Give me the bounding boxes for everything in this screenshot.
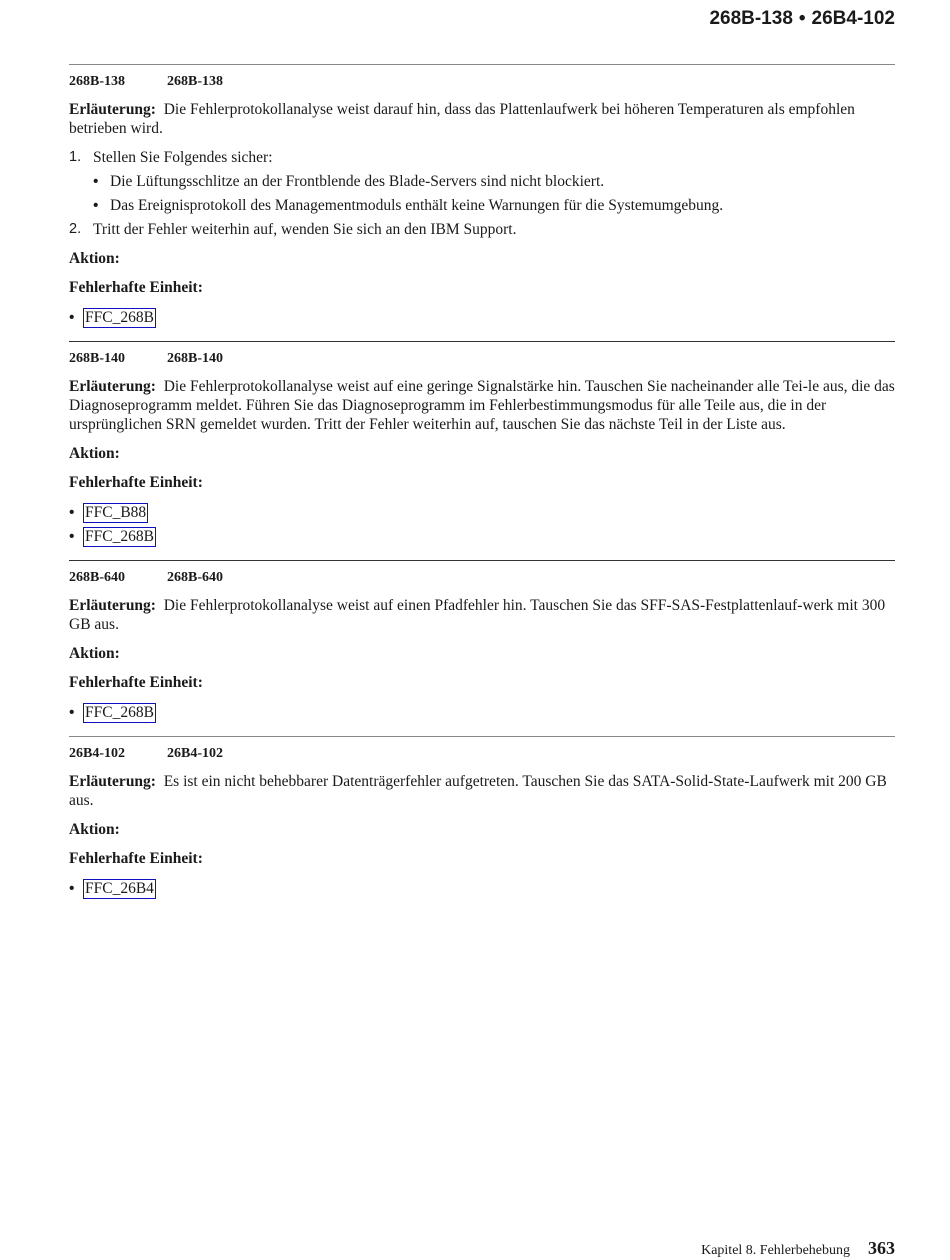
step-sublist xyxy=(93,172,895,215)
bullet-icon: • xyxy=(93,197,99,214)
explanation-label: Erläuterung: xyxy=(69,101,156,118)
step-number: 1. xyxy=(69,149,82,165)
entry-code-secondary: 268B-640 xyxy=(167,570,223,585)
failing-unit-item xyxy=(69,702,895,726)
failing-unit-label: Fehlerhafte Einheit: xyxy=(69,674,203,691)
failing-unit-label: Fehlerhafte Einheit: xyxy=(69,474,203,491)
entry-code: 268B-640 xyxy=(69,570,125,585)
action-label: Aktion: xyxy=(69,445,120,462)
ffc-link[interactable]: FFC_B88 xyxy=(85,504,147,521)
bullet-icon: • xyxy=(69,504,75,521)
sub-item-text: Die Lüftungsschlitze an der Frontblende des Blade-Servers sind nicht blockiert. xyxy=(110,173,605,190)
failing-unit-label: Fehlerhafte Einheit: xyxy=(69,850,203,867)
explanation-paragraph xyxy=(69,100,895,138)
ffc-link[interactable]: FFC_268B xyxy=(85,528,154,545)
explanation-text: Die Fehlerprotokollanalyse weist darauf hin, dass das Plattenlaufwerk bei höheren Temperaturen als empfohlen betrieben wird. xyxy=(69,101,855,137)
page-number: 363 xyxy=(868,1238,895,1258)
failing-unit-item xyxy=(69,502,895,526)
entry-code-secondary: 26B4-102 xyxy=(167,746,223,761)
step-text: Tritt der Fehler weiterhin auf, wenden Sie sich an den IBM Support. xyxy=(93,221,517,238)
failing-unit-list xyxy=(69,878,895,902)
bullet-icon: • xyxy=(93,173,99,190)
failing-unit-list xyxy=(69,502,895,550)
action-label: Aktion: xyxy=(69,821,120,838)
failing-unit-list xyxy=(69,307,895,331)
entry-code: 268B-140 xyxy=(69,351,125,366)
entry-codes xyxy=(69,349,895,369)
ffc-link[interactable]: FFC_268B xyxy=(85,309,154,326)
bullet-icon: • xyxy=(69,528,75,545)
ffc-link[interactable]: FFC_26B4 xyxy=(85,880,154,897)
action-label: Aktion: xyxy=(69,250,120,267)
entry-codes xyxy=(69,744,895,764)
explanation-paragraph xyxy=(69,772,895,810)
explanation-text: Es ist ein nicht behebbarer Datenträgerfehler aufgetreten. Tauschen Sie das SATA-Solid-State-Laufwerk mit 200 GB aus. xyxy=(69,773,887,809)
entry-code-secondary: 268B-140 xyxy=(167,351,223,366)
footer-chapter: Kapitel 8. Fehlerbehebung xyxy=(701,1243,850,1258)
explanation-paragraph xyxy=(69,377,895,434)
explanation-label: Erläuterung: xyxy=(69,378,156,395)
failing-unit-item xyxy=(69,878,895,902)
header-code-left: 268B-138 xyxy=(709,8,793,29)
running-header xyxy=(709,8,895,30)
ffc-link[interactable]: FFC_268B xyxy=(85,704,154,721)
action-label: Aktion: xyxy=(69,645,120,662)
explanation-label: Erläuterung: xyxy=(69,597,156,614)
error-entry-268B-640 xyxy=(69,560,895,726)
header-separator: • xyxy=(798,8,806,29)
header-code-right: 26B4-102 xyxy=(811,8,895,29)
step-item xyxy=(69,220,895,239)
step-number: 2. xyxy=(69,221,82,237)
document-body xyxy=(69,64,895,912)
bullet-icon: • xyxy=(69,880,75,897)
step-text: Stellen Sie Folgendes sicher: xyxy=(93,149,273,166)
entry-code: 26B4-102 xyxy=(69,746,125,761)
sub-item-text: Das Ereignisprotokoll des Managementmoduls enthält keine Warnungen für die Systemumgebung. xyxy=(110,197,724,214)
explanation-paragraph xyxy=(69,596,895,634)
steps-list xyxy=(69,148,895,239)
error-entry-268B-140 xyxy=(69,341,895,550)
failing-unit-label: Fehlerhafte Einheit: xyxy=(69,279,203,296)
explanation-text: Die Fehlerprotokollanalyse weist auf einen Pfadfehler hin. Tauschen Sie das SFF-SAS-Festplattenlauf-werk mit 300 GB aus. xyxy=(69,597,886,633)
explanation-text: Die Fehlerprotokollanalyse weist auf eine geringe Signalstärke hin. Tauschen Sie nacheinander alle Tei-le aus, die das Diagnoseprogramm meldet. Führen Sie das Diagnoseprogramm im Fehlerbestimmungsmodus für alle Teile aus, die in der ursprünglichen SRN gemeldet wurden. Tritt der Fehler weiterhin auf, tauschen Sie das nächste Teil in der Liste aus. xyxy=(69,378,895,433)
failing-unit-item xyxy=(69,526,895,550)
entry-codes xyxy=(69,72,895,92)
sub-item xyxy=(93,172,895,191)
failing-unit-item xyxy=(69,307,895,331)
entry-code: 268B-138 xyxy=(69,74,125,89)
error-entry-268B-138 xyxy=(69,64,895,331)
bullet-icon: • xyxy=(69,704,75,721)
bullet-icon: • xyxy=(69,309,75,326)
error-entry-26B4-102 xyxy=(69,736,895,902)
step-item xyxy=(69,148,895,215)
explanation-label: Erläuterung: xyxy=(69,773,156,790)
entry-codes xyxy=(69,568,895,588)
page-footer xyxy=(701,1238,895,1259)
sub-item xyxy=(93,196,895,215)
entry-code-secondary: 268B-138 xyxy=(167,74,223,89)
failing-unit-list xyxy=(69,702,895,726)
